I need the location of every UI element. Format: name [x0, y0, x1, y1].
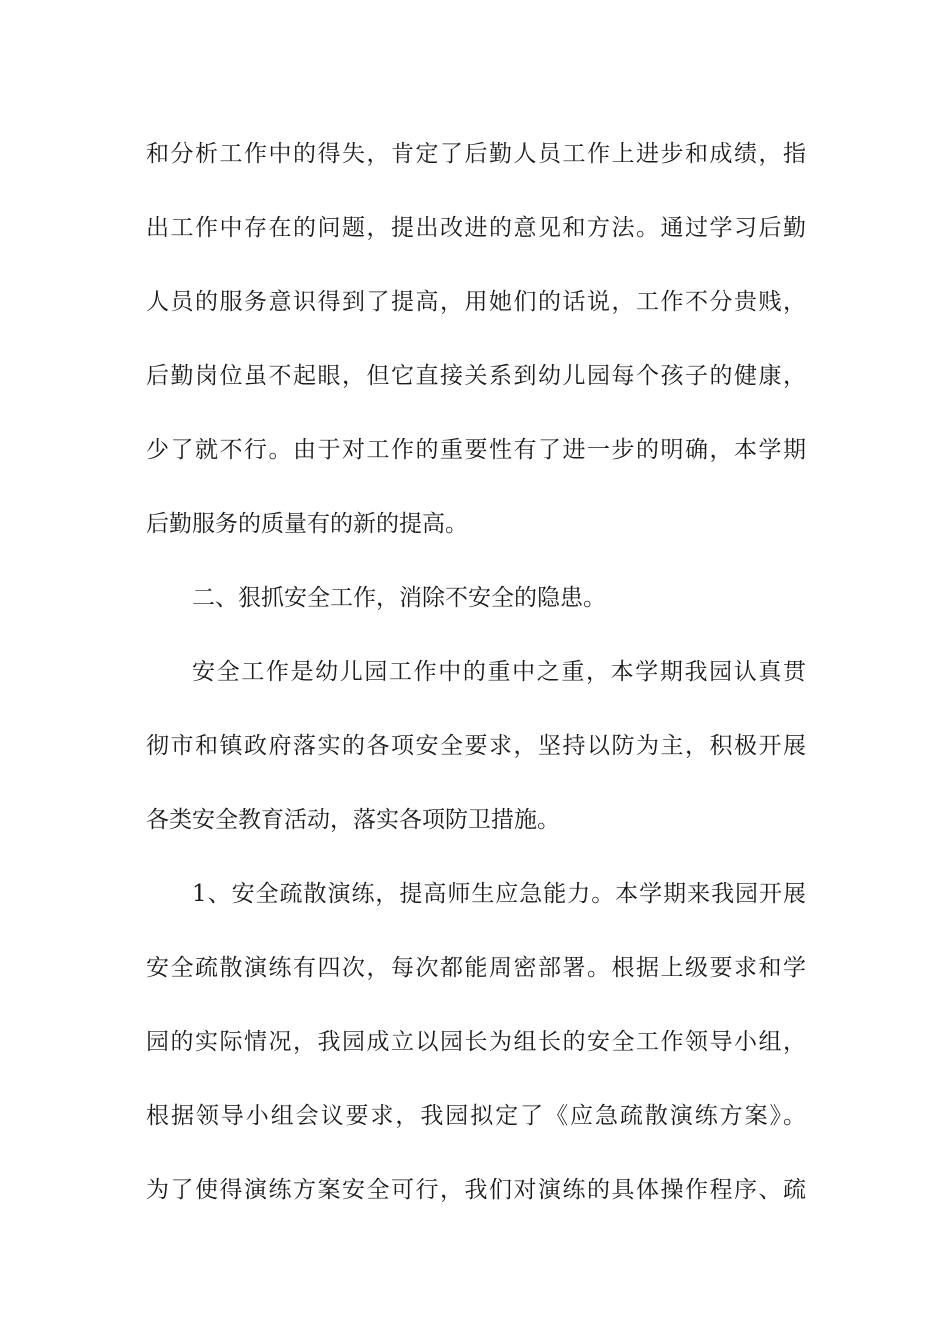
paragraph-line: 安全工作是幼儿园工作中的重中之重，本学期我园认真贯	[192, 659, 806, 685]
paragraph-line: 出工作中存在的问题，提出改进的意见和方法。通过学习后勤	[146, 215, 806, 241]
paragraph-line: 园的实际情况，我园成立以园长为组长的安全工作领导小组，	[146, 1029, 806, 1055]
paragraph-line: 彻市和镇政府落实的各项安全要求，坚持以防为主，积极开展	[146, 733, 806, 759]
paragraph-line: 安全疏散演练有四次，每次都能周密部署。根据上级要求和学	[146, 955, 806, 981]
paragraph-line: 后勤服务的质量有的新的提高。	[146, 511, 468, 537]
section-heading: 二、狠抓安全工作，消除不安全的隐患。	[192, 585, 606, 611]
paragraph-line: 人员的服务意识得到了提高，用她们的话说，工作不分贵贱，	[146, 289, 806, 315]
paragraph-line: 1、安全疏散演练，提高师生应急能力。本学期来我园开展	[192, 881, 806, 907]
paragraph-line: 和分析工作中的得失，肯定了后勤人员工作上进步和成绩，指	[146, 141, 806, 167]
paragraph-line: 少了就不行。由于对工作的重要性有了进一步的明确，本学期	[146, 437, 806, 463]
paragraph-line: 根据领导小组会议要求，我园拟定了《应急疏散演练方案》。	[146, 1103, 806, 1129]
paragraph-line: 后勤岗位虽不起眼，但它直接关系到幼儿园每个孩子的健康，	[146, 363, 806, 389]
paragraph-line: 为了使得演练方案安全可行，我们对演练的具体操作程序、疏	[146, 1177, 806, 1203]
paragraph-line: 各类安全教育活动，落实各项防卫措施。	[146, 807, 560, 833]
